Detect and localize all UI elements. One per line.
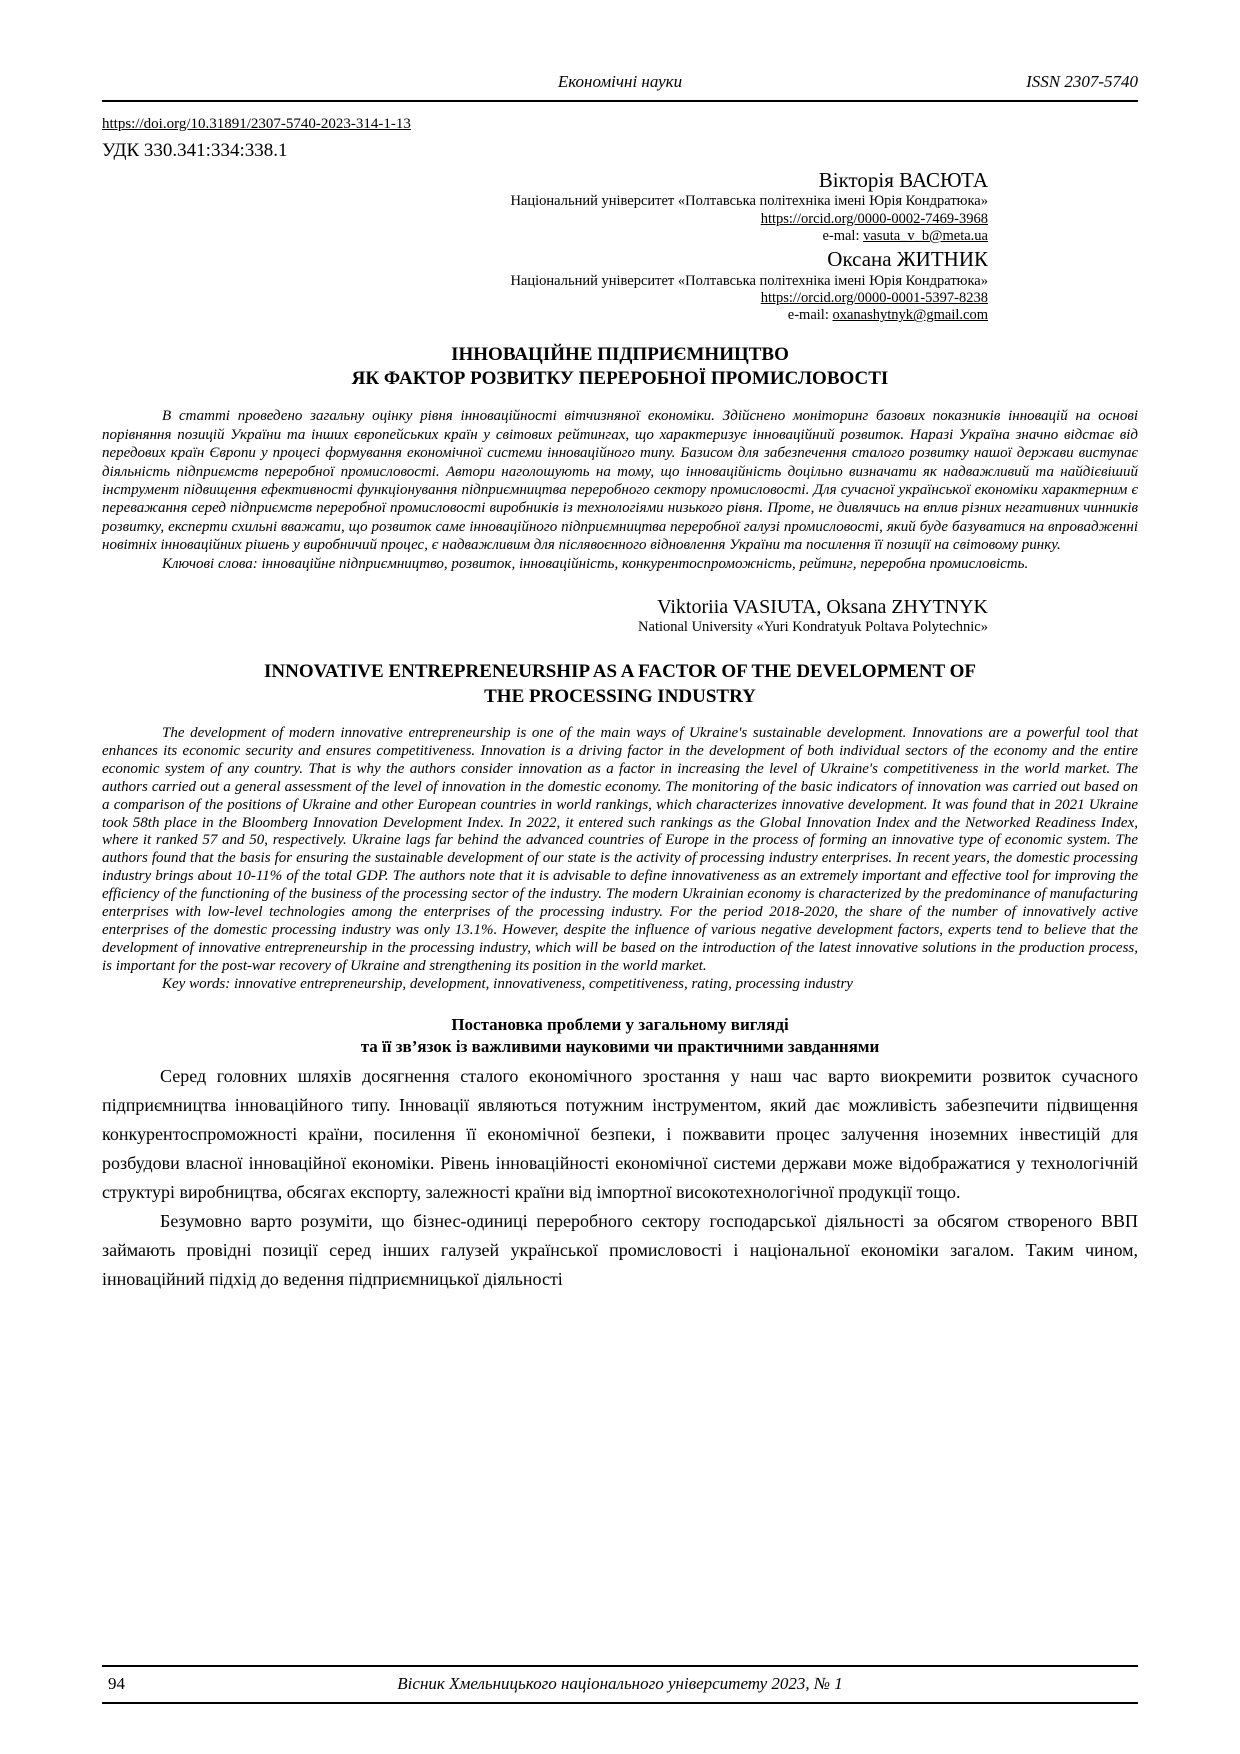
author-orcid-line xyxy=(102,290,988,307)
author-affiliation: Національний університет «Полтавська політехніка імені Юрія Кондратюка» xyxy=(510,193,988,210)
author-affiliation: Національний університет «Полтавська політехніка імені Юрія Кондратюка» xyxy=(510,272,988,289)
header-divider xyxy=(102,100,1138,102)
author-orcid-line xyxy=(102,211,988,228)
body-paragraph-1: Серед головних шляхів досягнення сталого економічного зростання у наш час варто виокремити розвиток сучасного підприємництва інноваційного типу. Інновації являються потужним інструментом, який дає можливість забезпечити підвищення конкурентоспроможності країни, посилення її економічної безпеки, і пожвавити процес залучення іноземних інвестицій для розбудови власної інноваційної економіки. Рівень інноваційності економічної системи держави може відображатися у технологічній структурі виробництва, обсягах експорту, залежності країни від імпортної високотехнологічної продукції тощо. xyxy=(102,1065,1138,1202)
authors-block xyxy=(102,168,1138,325)
email-label: e-mail: xyxy=(787,307,833,324)
author-email-line xyxy=(102,307,988,324)
email-label: e-mal: xyxy=(822,227,864,244)
footer-journal-title: Вісник Хмельницького національного університету 2023, № 1 xyxy=(397,1674,843,1693)
authors-en-names: Viktoriia VASIUTA, Oksana ZHYTNYK xyxy=(657,596,988,618)
issn-label: ISSN 2307-5740 xyxy=(1026,72,1138,91)
article-body xyxy=(102,1062,1138,1294)
author-entry-2 xyxy=(102,247,988,324)
authors-en-affiliation: National University «Yuri Kondratyuk Poltava Polytechnic» xyxy=(638,619,988,635)
title-uk-line1: ІННОВАЦІЙНЕ ПІДПРИЄМНИЦТВО xyxy=(451,343,789,365)
page-footer xyxy=(102,1665,1138,1704)
section-heading-line2: та її зв’язок із важливими науковими чи практичними завданнями xyxy=(360,1036,880,1056)
title-uk-line2: ЯК ФАКТОР РОЗВИТКУ ПЕРЕРОБНОЇ ПРОМИСЛОВОСТІ xyxy=(351,368,889,390)
abstract-uk: В статті проведено загальну оцінку рівня інноваційності вітчизняної економіки. Здійснено моніторинг базових показників інновацій на основі порівняння позицій України та інших європейських країн у світових рейтингах, що характеризує інноваційний розвиток. Наразі Україна значно відстає від передових країн Європи у процесі формування економічної системи інноваційного типу. Базисом для забезпечення сталого розвитку нашої держави виступає діяльність підприємств переробної промисловості. Автори наголошують на тому, що інноваційність доцільно визначати як надважливий та найдієвіший інструмент підвищення ефективності функціонування підприємництва переробного сектору промисловості. Для сучасної української економіки характерним є переважання серед підприємств переробної промисловості виробників із технологіями низького рівня. Проте, не дивлячись на вплив різних негативних чинників розвитку, експерти схильні вважати, що розвиток саме інноваційного підприємництва переробної галузі промисловості, який буде базуватися на впровадженні новітніх інноваційних рішень у виробничий процес, є надважливим для післявоєнного відновлення України та посилення її позиції на світовому ринку. xyxy=(102,408,1138,554)
body-paragraph-2: Безумовно варто розуміти, що бізнес-одиниці переробного сектору господарської діяльності за обсягом створеного ВВП займають провідні позиції серед інших галузей української промисловості і національної економіки загалом. Таким чином, інноваційний підхід до ведення підприємницької діяльності xyxy=(102,1210,1138,1289)
running-head xyxy=(102,72,1138,96)
email-link[interactable]: vasuta_v_b@meta.ua xyxy=(863,227,988,244)
keywords-uk: Ключові слова: інноваційне підприємництво, розвиток, інноваційність, конкурентоспроможність, рейтинг, переробна промисловість. xyxy=(162,555,1029,572)
udc-label: УДК 330.341:334:338.1 xyxy=(102,140,288,161)
doi-line xyxy=(102,116,1138,133)
abstract-en: The development of modern innovative entrepreneurship is one of the main ways of Ukraine's sustainable development. Innovations are a powerful tool that enhances its economic security and ensures competitiveness. Innovation is a driving factor in the development of both individual sectors of the economy and the entire economic system of any country. That is why the authors consider innovation as a factor in increasing the level of Ukraine's competitiveness in the world market. The authors carried out a general assessment of the level of innovation in the domestic economy. The monitoring of the basic indicators of innovation was carried out based on a comparison of the positions of Ukraine and other European countries in world rankings, which characterizes innovative development. It was found that in 2021 Ukraine took 58th place in the Bloomberg Innovation Development Index. In 2022, it entered such rankings as the Global Innovation Index and the Networked Readiness Index, where it ranked 57 and 50, respectively. Ukraine lags far behind the advanced countries of Europe in the process of forming an innovative type of economic system. The authors found that the basis for ensuring the sustainable development of our state is the activity of processing industry enterprises. In recent years, the domestic processing industry brings about 10-11% of the total GDP. The authors note that it is advisable to define innovativeness as an extremely important and effective tool for improving the efficiency of the functioning of the business of the processing sector of the industry. The modern Ukrainian economy is characterized by the predominance of manufacturing enterprises with low-level technologies among the enterprises of the processing industry. For the period 2018-2020, the share of the number of innovatively active enterprises of the domestic processing industry was only 13.1%. However, despite the influence of various negative development factors, experts tend to believe that the development of innovative entrepreneurship in the processing industry, which will be based on the introduction of the latest innovative solutions in the production process, is important for the post-war recovery of Ukraine and strengthening its position in the world market. xyxy=(102,725,1138,974)
author-entry-1 xyxy=(102,168,988,245)
section-heading xyxy=(102,1014,1138,1058)
orcid-link[interactable]: https://orcid.org/0000-0002-7469-3968 xyxy=(760,210,988,227)
article-title-en xyxy=(102,660,1138,709)
author-email-line xyxy=(102,228,988,245)
orcid-link[interactable]: https://orcid.org/0000-0001-5397-8238 xyxy=(760,289,988,306)
journal-section-label: Економічні науки xyxy=(557,72,683,91)
footer-row xyxy=(102,1667,1138,1702)
article-title-uk xyxy=(102,343,1138,392)
email-link[interactable]: oxanashytnyk@gmail.com xyxy=(832,307,988,324)
keywords-en: Key words: innovative entrepreneurship, development, innovativeness, competitiveness, rating, processing industry xyxy=(162,975,853,992)
doi-link[interactable]: https://doi.org/10.31891/2307-5740-2023-314-1-13 xyxy=(102,116,411,132)
authors-en-block xyxy=(102,595,1138,636)
section-heading-line1: Постановка проблеми у загальному вигляді xyxy=(451,1014,789,1034)
title-en-line2: THE PROCESSING INDUSTRY xyxy=(484,685,756,707)
author-name: Оксана ЖИТНИК xyxy=(827,247,988,272)
author-name: Вікторія ВАСЮТА xyxy=(818,168,988,192)
page-number: 94 xyxy=(108,1674,125,1693)
title-en-line1: INNOVATIVE ENTREPRENEURSHIP AS A FACTOR OF THE DEVELOPMENT OF xyxy=(264,661,976,683)
